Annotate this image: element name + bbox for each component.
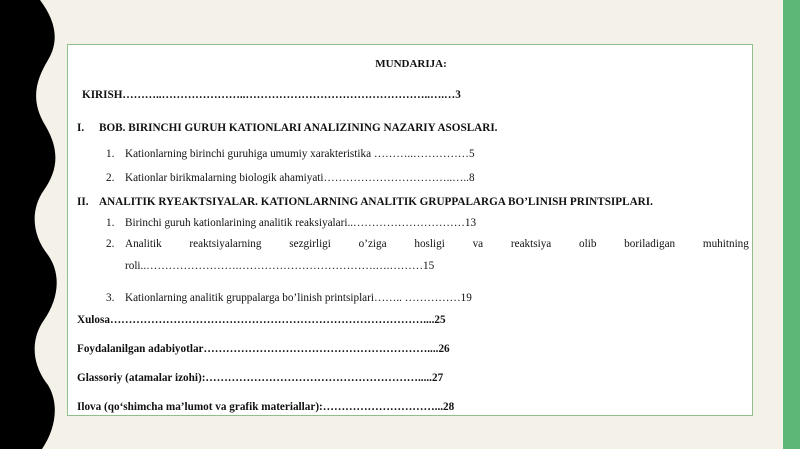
word: va: [472, 238, 484, 250]
torn-edge-decoration: [0, 0, 75, 449]
chapter-1-number: I.: [77, 122, 85, 134]
chapter-1-title: BOB. BIRINCHI GURUH KATIONLARI ANALIZINING NAZARIY ASOSLARI.: [99, 122, 498, 134]
references-entry: Foydalanilgan adabiyotlar……………………………………………………....26: [77, 343, 450, 355]
word: reaktsiya: [510, 238, 552, 250]
chapter-1-item-1-number: 1.: [106, 148, 115, 160]
glossary-entry: Glassoriy (atamalar izohi):………………………………………………….....27: [77, 372, 444, 384]
chapter-1-item-2: Kationlar birikmalarning biologik ahamiyati……………………………..…..8: [125, 172, 475, 184]
word: reaktsiyalarning: [189, 238, 262, 250]
word: olib: [579, 238, 597, 250]
green-side-bar: [783, 0, 800, 449]
document-page: [67, 44, 753, 416]
chapter-2-title: ANALITIK RYEAKTSIYALAR. KATIONLARNING ANALITIK GRUPPALARGA BO’LINISH PRINTSIPLARI.: [99, 196, 653, 208]
chapter-2-item-2-line: [125, 238, 749, 251]
page-title: MUNDARIJA:: [375, 58, 447, 70]
chapter-2-number: II.: [77, 196, 89, 208]
word: o’ziga: [358, 238, 387, 250]
chapter-2-item-3: Kationlarning analitik gruppalarga bo’linish printsiplari…….. ……………19: [125, 292, 472, 304]
chapter-1-item-2-number: 2.: [106, 172, 115, 184]
chapter-2-item-3-number: 3.: [106, 292, 115, 304]
chapter-2-item-1-number: 1.: [106, 217, 115, 229]
word: hosligi: [414, 238, 445, 250]
word: boriladigan: [624, 238, 676, 250]
word: Analitik: [125, 238, 162, 250]
chapter-2-item-2-number: 2.: [106, 238, 115, 250]
appendix-entry: Ilova (qo‘shimcha ma’lumot va grafik materiallar):…………………………...28: [77, 401, 455, 413]
chapter-1-item-1: Kationlarning birinchi guruhiga umumiy xarakteristika ………..……………5: [125, 148, 475, 160]
word: sezgirligi: [289, 238, 331, 250]
chapter-2-item-1: Birinchi guruh kationlarining analitik reaksiyalari..…………………………13: [125, 217, 477, 229]
chapter-2-item-2-continuation: roli..…………………….……………………………….….………15: [125, 260, 435, 272]
conclusion-entry: Xulosa…………………………………………………………………………....25: [77, 314, 446, 326]
word: muhitning: [702, 238, 749, 250]
intro-entry: KIRISH………..…………………..…………………………………………..….…3: [82, 89, 461, 101]
